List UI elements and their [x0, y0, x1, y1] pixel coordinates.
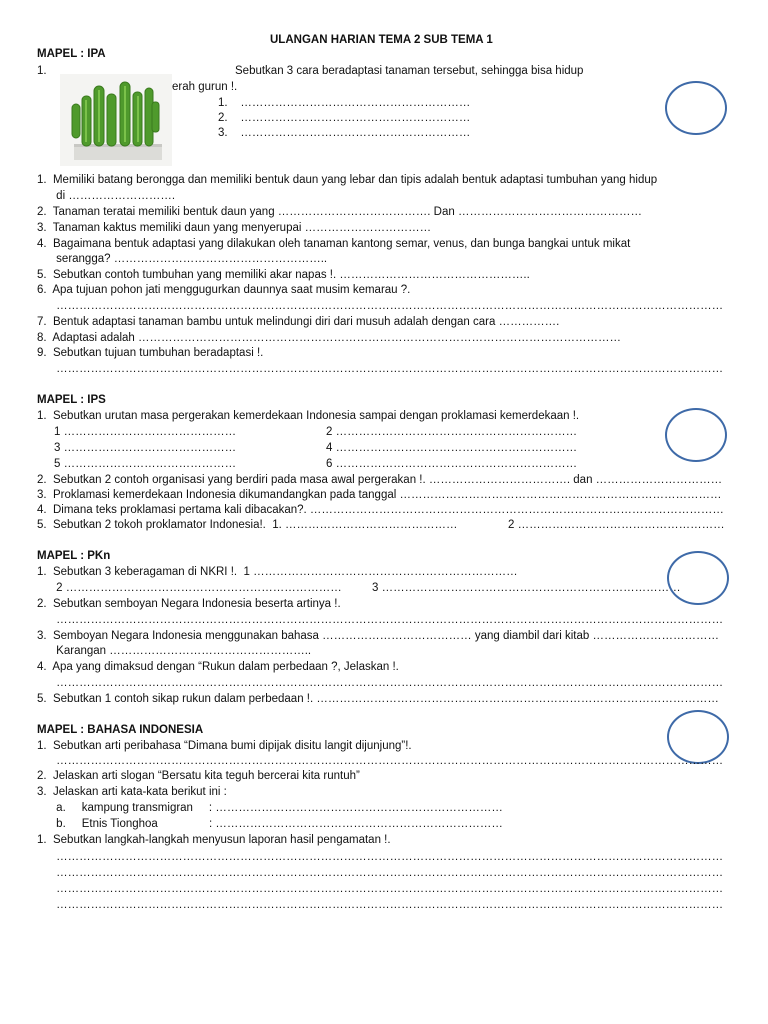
ips-answer: 4 ……………………………………………………… — [326, 442, 578, 454]
ipa-q1-answer: 2. …………………………………………………… — [218, 112, 471, 124]
list-item: 1. Sebutkan langkah-langkah menyusun laporan hasil pengamatan !. — [37, 834, 391, 846]
list-item: 2. Sebutkan 2 contoh organisasi yang berdiri pada masa awal pergerakan !. ………………………………. dan …………………………… — [37, 474, 723, 486]
list-item: 3. Semboyan Negara Indonesia menggunakan bahasa ………………………………… yang diambil dari kitab …………………………… — [37, 630, 719, 642]
list-item: serangga? ……………………………………………….. — [37, 253, 328, 265]
list-item: 2. Jelaskan arti slogan “Bersatu kita teguh bercerai kita runtuh” — [37, 770, 360, 782]
ipa-q1-number: 1. — [37, 65, 47, 77]
list-item: ………………………………………………………………………………………………………………………………………………………… — [37, 300, 724, 312]
list-item: 1. Memiliki batang berongga dan memiliki bentuk daun yang lebar dan tipis adalah bentuk adaptasi tumbuhan yang hidup — [37, 174, 658, 186]
ips-answer: 6 ……………………………………………………… — [326, 458, 578, 470]
list-item: ………………………………………………………………………………………………………………………………………………………… — [37, 363, 724, 375]
ipa-q1-answer: 1. …………………………………………………… — [218, 97, 471, 109]
list-item: ………………………………………………………………………………………………………………………………………………………… — [37, 851, 724, 863]
list-item: 5. Sebutkan 2 tokoh proklamator Indonesia!. 1. ……………………………………… — [37, 519, 458, 531]
ips-answer: 1 ……………………………………… — [54, 426, 237, 438]
list-item: 4. Bagaimana bentuk adaptasi yang dilakukan oleh tanaman kantong semar, venus, dan bunga bangkai untuk mikat — [37, 238, 631, 250]
score-circle — [665, 408, 727, 462]
score-circle — [667, 551, 729, 605]
section-heading-ipa: MAPEL : IPA — [37, 48, 106, 60]
list-item: 6. Apa tujuan pohon jati menggugurkan daunnya saat musim kemarau ?. — [37, 284, 411, 296]
section-heading-bahasa-indonesia: MAPEL : BAHASA INDONESIA — [37, 724, 204, 736]
list-item: 4. Dimana teks proklamasi pertama kali dibacakan?. ……………………………………………………………………………………………… — [37, 504, 724, 516]
list-item: ………………………………………………………………………………………………………………………………………………………… — [37, 677, 724, 689]
ipa-q1-text-2: erah gurun !. — [172, 81, 238, 93]
list-item: a. kampung transmigran : ………………………………………………………………… — [37, 802, 503, 814]
list-item: 1. Sebutkan 3 keberagaman di NKRI !. 1 …………………………………………………………… — [37, 566, 518, 578]
pkn-answer: 3 …………………………………………………………………… — [372, 582, 681, 594]
list-item: 3. Jelaskan arti kata-kata berikut ini : — [37, 786, 227, 798]
list-item: 2 ……………………………………………………………… — [37, 582, 342, 594]
list-item: ………………………………………………………………………………………………………………………………………………………… — [37, 883, 724, 895]
list-item: 4. Apa yang dimaksud dengan “Rukun dalam perbedaan ?, Jelaskan !. — [37, 661, 399, 673]
section-heading-pkn: MAPEL : PKn — [37, 550, 111, 562]
ipa-q1-text: Sebutkan 3 cara beradaptasi tanaman tersebut, sehingga bisa hidup — [235, 65, 584, 77]
list-item: ………………………………………………………………………………………………………………………………………………………… — [37, 755, 724, 767]
list-item: 1. Sebutkan arti peribahasa “Dimana bumi dipijak disitu langit dijunjung”!. — [37, 740, 412, 752]
list-item: b. Etnis Tionghoa : ………………………………………………………………… — [37, 818, 503, 830]
cactus-image — [60, 74, 172, 166]
list-item: 7. Bentuk adaptasi tanaman bambu untuk melindungi diri dari musuh adalah dengan cara ……………. — [37, 316, 560, 328]
score-circle — [665, 81, 727, 135]
list-item: 2. Tanaman teratai memiliki bentuk daun yang …………………………………. Dan ………………………………………… — [37, 206, 642, 218]
list-item: 5. Sebutkan 1 contoh sikap rukun dalam perbedaan !. …………………………………………………………………………………………… — [37, 693, 719, 705]
list-item: 1. Sebutkan urutan masa pergerakan kemerdekaan Indonesia sampai dengan proklamasi kemerdekaan !. — [37, 410, 580, 422]
ips-answer: 2 ……………………………………………… — [508, 519, 725, 531]
list-item: ………………………………………………………………………………………………………………………………………………………… — [37, 867, 724, 879]
ips-answer: 2 ……………………………………………………… — [326, 426, 578, 438]
list-item: 3. Tanaman kaktus memiliki daun yang menyerupai …………………………… — [37, 222, 432, 234]
list-item: 3. Proklamasi kemerdekaan Indonesia dikumandangkan pada tanggal ………………………………………………………………………… — [37, 489, 722, 501]
page-title: ULANGAN HARIAN TEMA 2 SUB TEMA 1 — [270, 34, 493, 46]
list-item: 5. Sebutkan contoh tumbuhan yang memiliki akar napas !. ………………………………………….. — [37, 269, 530, 281]
section-heading-ips: MAPEL : IPS — [37, 394, 106, 406]
ips-answer: 3 ……………………………………… — [54, 442, 237, 454]
list-item: Karangan …………………………………………….. — [37, 645, 312, 657]
list-item: 8. Adaptasi adalah ……………………………………………………………………………………………………………… — [37, 332, 622, 344]
ipa-q1-answer: 3. …………………………………………………… — [218, 127, 471, 139]
ips-answer: 5 ……………………………………… — [54, 458, 237, 470]
list-item: di ………………………. — [37, 190, 176, 202]
list-item: 9. Sebutkan tujuan tumbuhan beradaptasi !. — [37, 347, 264, 359]
list-item: ………………………………………………………………………………………………………………………………………………………… — [37, 614, 724, 626]
list-item: 2. Sebutkan semboyan Negara Indonesia beserta artinya !. — [37, 598, 341, 610]
list-item: ………………………………………………………………………………………………………………………………………………………… — [37, 899, 724, 911]
